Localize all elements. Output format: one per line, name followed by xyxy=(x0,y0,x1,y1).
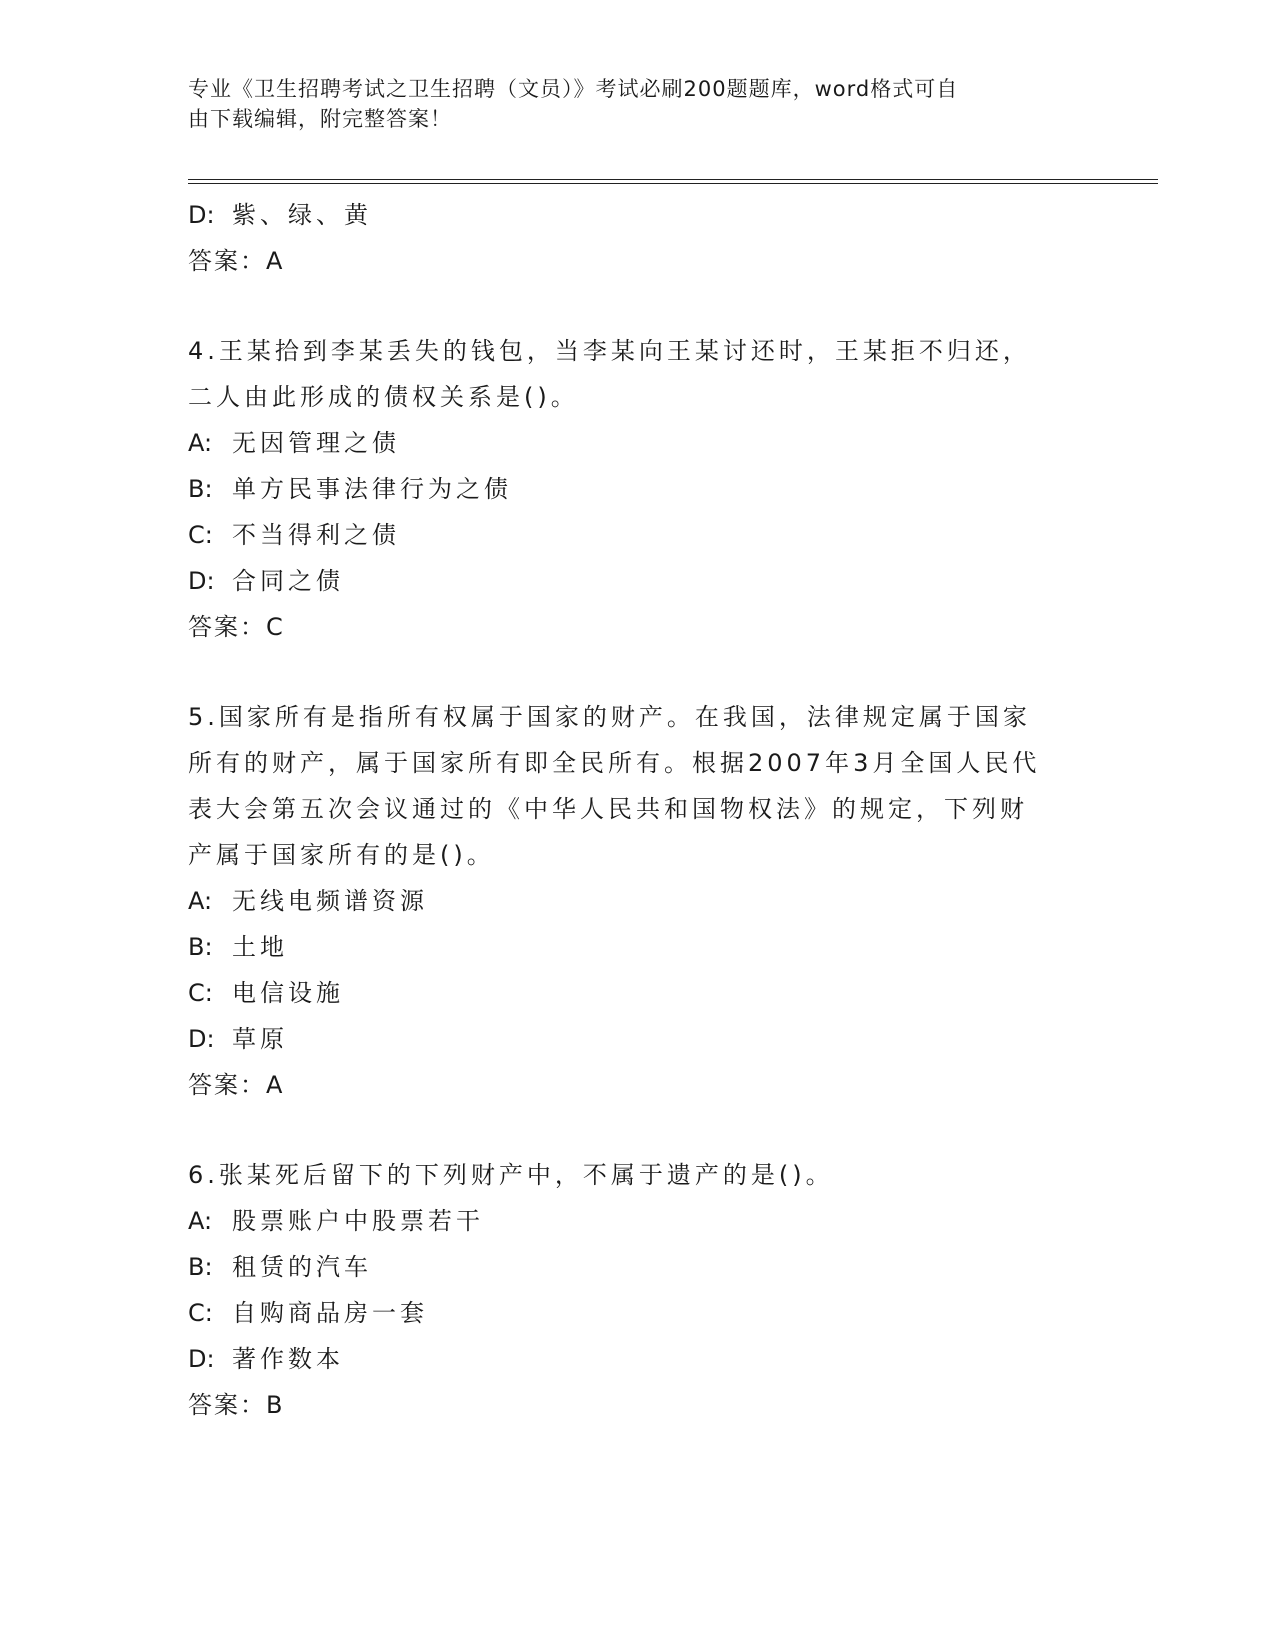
header-divider-top xyxy=(188,179,1158,180)
option-text: 无线电频谱资源 xyxy=(232,887,428,915)
option-text: 紫、绿、黄 xyxy=(232,201,372,229)
header-line-1: 专业《卫生招聘考试之卫生招聘（文员）》考试必刷200题题库，word格式可自 xyxy=(188,77,959,101)
option-text: 草原 xyxy=(232,1025,288,1053)
answer-line: 答案：A xyxy=(188,1071,285,1099)
question-stem-line: 产属于国家所有的是()。 xyxy=(188,841,495,869)
option-a xyxy=(188,1198,1088,1244)
question-stem-line: 所有的财产，属于国家所有即全民所有。根据2007年3月全国人民代 xyxy=(188,749,1041,777)
option-d xyxy=(188,558,1088,604)
question-stem-line: 表大会第五次会议通过的《中华人民共和国物权法》的规定，下列财 xyxy=(188,795,1028,823)
question-list xyxy=(188,192,1088,1428)
option-d xyxy=(188,1336,1088,1382)
option-key: B: xyxy=(188,933,213,961)
option-c xyxy=(188,512,1088,558)
answer-line: 答案：B xyxy=(188,1391,285,1419)
option-text: 不当得利之债 xyxy=(232,521,400,549)
option-key: A: xyxy=(188,429,213,457)
option-key: D: xyxy=(188,567,215,595)
option-d xyxy=(188,1016,1088,1062)
question-stem-line: 5.国家所有是指所有权属于国家的财产。在我国，法律规定属于国家 xyxy=(188,703,1031,731)
option-a xyxy=(188,420,1088,466)
option-text: 无因管理之债 xyxy=(232,429,400,457)
option-b xyxy=(188,1244,1088,1290)
option-key: B: xyxy=(188,1253,213,1281)
option-key: A: xyxy=(188,887,213,915)
option-c xyxy=(188,970,1088,1016)
option-key: D: xyxy=(188,1025,215,1053)
question-stem-line: 二人由此形成的债权关系是()。 xyxy=(188,383,579,411)
option-text: 自购商品房一套 xyxy=(232,1299,428,1327)
option-key: A: xyxy=(188,1207,213,1235)
option-key: C: xyxy=(188,521,213,549)
question-6 xyxy=(188,1152,1088,1428)
option-text: 租赁的汽车 xyxy=(232,1253,372,1281)
option-key: D: xyxy=(188,1345,215,1373)
option-key: D: xyxy=(188,201,215,229)
question-5 xyxy=(188,694,1088,1108)
option-text: 电信设施 xyxy=(232,979,344,1007)
option-b xyxy=(188,924,1088,970)
option-key: B: xyxy=(188,475,213,503)
document-header xyxy=(188,74,1068,134)
question-4 xyxy=(188,328,1088,650)
option-text: 股票账户中股票若干 xyxy=(232,1207,484,1235)
option-key: C: xyxy=(188,979,213,1007)
option-text: 合同之债 xyxy=(232,567,344,595)
option-d xyxy=(188,192,1088,238)
option-text: 土地 xyxy=(232,933,288,961)
option-text: 著作数本 xyxy=(232,1345,344,1373)
answer-line: 答案：A xyxy=(188,247,285,275)
question-stem-line: 4.王某拾到李某丢失的钱包，当李某向王某讨还时，王某拒不归还， xyxy=(188,337,1031,365)
option-c xyxy=(188,1290,1088,1336)
question-stem-line: 6.张某死后留下的下列财产中，不属于遗产的是()。 xyxy=(188,1161,834,1189)
option-b xyxy=(188,466,1088,512)
header-divider-bottom xyxy=(188,183,1158,184)
option-text: 单方民事法律行为之债 xyxy=(232,475,512,503)
answer-line: 答案：C xyxy=(188,613,285,641)
option-a xyxy=(188,878,1088,924)
header-line-2: 由下载编辑，附完整答案！ xyxy=(188,107,452,131)
option-key: C: xyxy=(188,1299,213,1327)
